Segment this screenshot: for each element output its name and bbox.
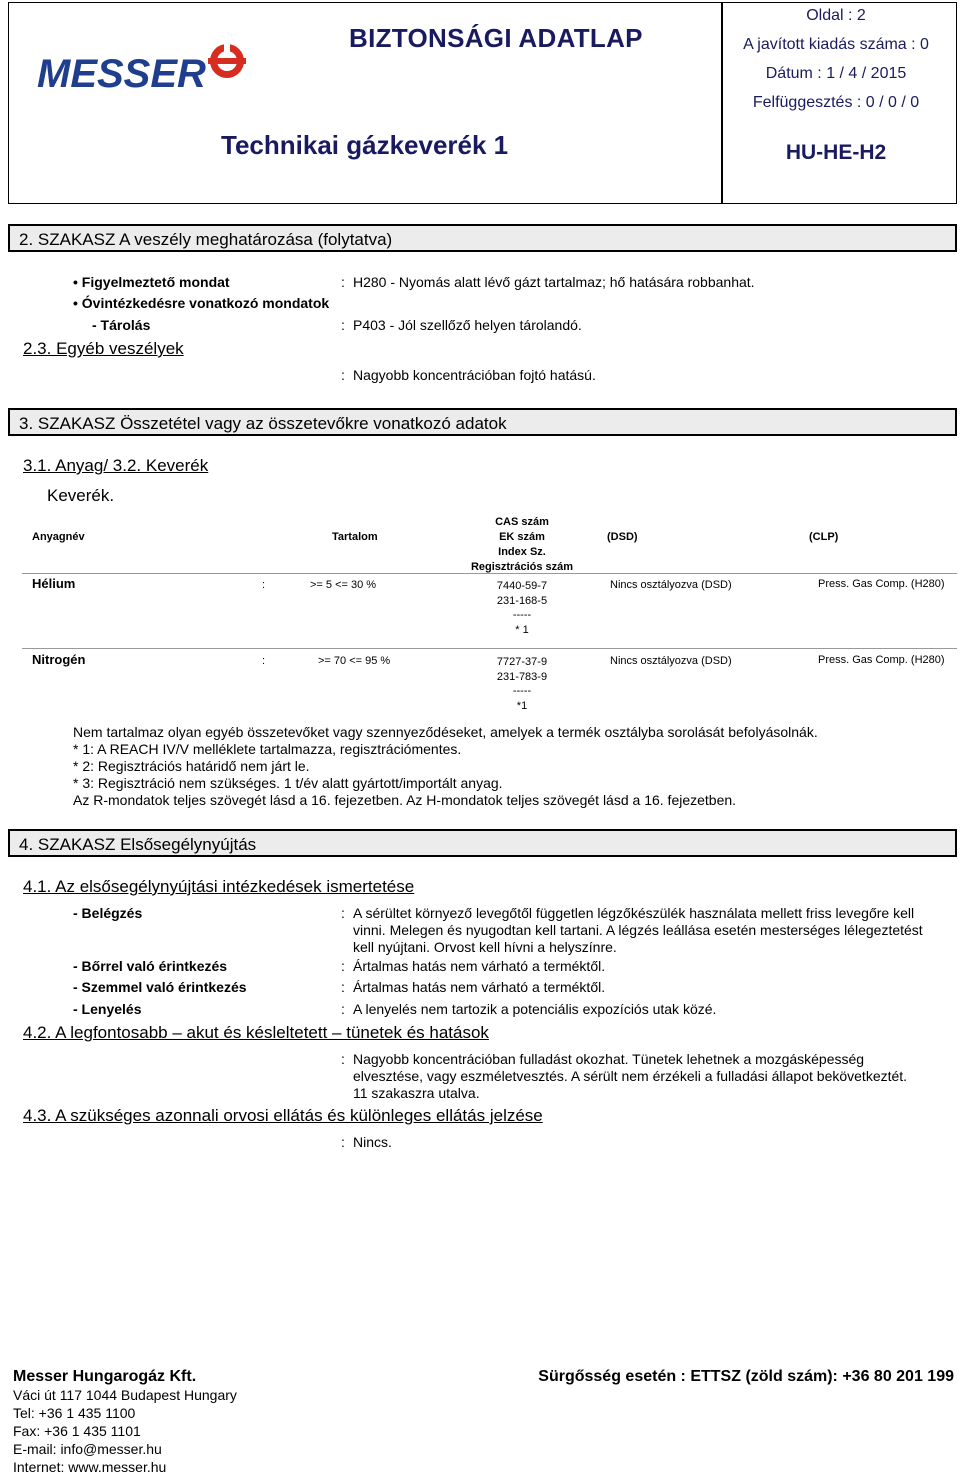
eye-contact-label: - Szemmel való érintkezés [73, 979, 247, 995]
other-hazards-value: Nagyobb koncentrációban fojtó hatású. [353, 367, 596, 383]
document-title: BIZTONSÁGI ADATLAP [349, 23, 643, 53]
composition-notes [73, 724, 818, 809]
cas-number: 7727-37-9 [496, 656, 548, 668]
revision-date: Dátum : 1 / 4 / 2015 [765, 65, 907, 82]
company-address: Váci út 117 1044 Budapest Hungary [13, 1387, 237, 1403]
col-header-clp: (CLP) [809, 531, 839, 543]
identifiers [452, 655, 592, 713]
medical-attention-text: Nincs. [353, 1134, 392, 1150]
ingestion-text: A lenyelés nem tartozik a potenciális expozíciós utak közé. [353, 1001, 717, 1017]
text-line: 11 szakaszra utalva. [353, 1085, 480, 1101]
text-line: elvesztése, vagy eszméletvesztés. A sérült nem érzékeli a fulladási állapot bekövetkeztét. [353, 1068, 908, 1084]
skin-contact-label: - Bőrrel való érintkezés [73, 958, 228, 974]
note-line: * 1: A REACH IV/V melléklete tartalmazza, regisztrációmentes. [73, 741, 462, 757]
col-header-name: Anyagnév [32, 531, 85, 543]
product-name: Technikai gázkeverék 1 [221, 130, 509, 160]
content-range: >= 70 <= 95 % [318, 655, 391, 667]
colon: : [341, 958, 345, 974]
note-line: Nem tartalmaz olyan egyéb összetevőket vagy szennyeződéseket, amelyek a termék osztályba sorolását befolyásolnák. [73, 724, 818, 740]
emergency-phone: Sürgősség esetén : ETTSZ (zöld szám): +36 80 201 199 [538, 1368, 954, 1385]
company-name: Messer Hungarogáz Kft. [13, 1368, 197, 1385]
supersedes: Felfüggesztés : 0 / 0 / 0 [752, 94, 920, 111]
note-line: * 3: Regisztráció nem szükséges. 1 t/év alatt gyártott/importált anyag. [73, 775, 503, 791]
col-header-cas: CAS szám [495, 516, 549, 528]
colon: : [341, 1051, 345, 1067]
mixture-label: Keverék. [47, 486, 115, 505]
col-header-reg: Regisztrációs szám [470, 561, 574, 573]
table-divider [22, 573, 957, 574]
index-number: ----- [512, 685, 532, 697]
note-line: Az R-mondatok teljes szövegét lásd a 16. fejezetben. Az H-mondatok teljes szövegét lásd a 16. fejezetben. [73, 792, 737, 808]
company-email[interactable]: E-mail: info@messer.hu [13, 1441, 162, 1457]
company-phone: Tel: +36 1 435 1100 [13, 1405, 136, 1421]
text-line: A sérültet környező levegőtől független légzőkészülék használata mellett friss levegőre kell [353, 905, 915, 921]
substance-name: Hélium [32, 576, 76, 591]
storage-label: - Tárolás [92, 317, 151, 333]
identifiers [452, 579, 592, 637]
eye-contact-text: Ártalmas hatás nem várható a terméktől. [353, 979, 606, 995]
section-3-title: 3. SZAKASZ Összetétel vagy az összetevőkre vonatkozó adatok [8, 408, 957, 436]
colon: : [341, 905, 345, 921]
footer-company-info [13, 1368, 237, 1476]
symptoms-text [353, 1051, 907, 1102]
signal-word-label: • Figyelmeztető mondat [73, 274, 230, 290]
section-2-title: 2. SZAKASZ A veszély meghatározása (folytatva) [8, 224, 957, 252]
dsd-classification: Nincs osztályozva (DSD) [610, 579, 732, 591]
ingestion-label: - Lenyelés [73, 1001, 142, 1017]
col-header-content: Tartalom [332, 531, 378, 543]
col-header-ids [452, 515, 592, 575]
clp-classification: Press. Gas Comp. (H280) [818, 578, 945, 590]
col-header-ec: EK szám [499, 531, 545, 543]
cas-number: 7440-59-7 [496, 580, 548, 592]
precaution-label: • Óvintézkedésre vonatkozó mondatok [73, 295, 330, 311]
colon: : [262, 579, 266, 591]
inhalation-label: - Belégzés [73, 905, 143, 921]
skin-contact-text: Ártalmas hatás nem várható a terméktől. [353, 958, 606, 974]
storage-statement: P403 - Jól szellőző helyen tárolandó. [353, 317, 582, 333]
colon: : [341, 317, 345, 333]
colon: : [341, 1001, 345, 1017]
first-aid-measures-heading: 4.1. Az elsősegélynyújtási intézkedések ismertetése [23, 877, 415, 896]
messer-logo [37, 41, 249, 93]
colon: : [341, 979, 345, 995]
colon: : [341, 367, 345, 383]
text-line: kell nyújtani. Orvost kell hívni a helyszínre. [353, 939, 617, 955]
ec-number: 231-168-5 [496, 594, 548, 607]
svg-text:MESSER: MESSER [37, 52, 206, 93]
col-header-index: Index Sz. [498, 546, 546, 558]
symptoms-heading: 4.2. A legfontosabb – akut és késleltetett – tünetek és hatások [23, 1023, 489, 1042]
registration-number: * 1 [515, 623, 529, 636]
text-line: vinni. Melegen és nyugodtan kell tartani. A légzés leállása esetén mesterséges lélegeztetést [353, 922, 923, 938]
clp-classification: Press. Gas Comp. (H280) [818, 654, 945, 666]
document-code: HU-HE-H2 [785, 141, 887, 164]
registration-number: *1 [516, 699, 528, 712]
company-website[interactable]: Internet: www.messer.hu [13, 1459, 167, 1475]
revision-number: A javított kiadás száma : 0 [743, 36, 929, 53]
substance-name: Nitrogén [32, 652, 86, 667]
header-box [8, 2, 957, 204]
dsd-classification: Nincs osztályozva (DSD) [610, 655, 732, 667]
signal-statement: H280 - Nyomás alatt lévő gázt tartalmaz; hő hatására robbanhat. [353, 274, 755, 290]
colon: : [341, 274, 345, 290]
inhalation-text [353, 905, 923, 956]
colon: : [341, 1134, 345, 1150]
index-number: ----- [512, 609, 532, 621]
note-line: * 2: Regisztrációs határidő nem járt le. [73, 758, 310, 774]
other-hazards-heading: 2.3. Egyéb veszélyek [23, 339, 184, 358]
colon: : [262, 655, 266, 667]
page-number: Oldal : 2 [806, 7, 866, 24]
section-4-title: 4. SZAKASZ Elsősegélynyújtás [8, 829, 957, 857]
content-range: >= 5 <= 30 % [310, 579, 377, 591]
logo-mark-icon [208, 42, 246, 78]
text-line: Nagyobb koncentrációban fulladást okozhat. Tünetek lehetnek a mozgásképesség [353, 1051, 865, 1067]
col-header-dsd: (DSD) [607, 531, 638, 543]
medical-attention-heading: 4.3. A szükséges azonnali orvosi ellátás és különleges ellátás jelzése [23, 1106, 543, 1125]
substance-mixture-heading: 3.1. Anyag/ 3.2. Keverék [23, 456, 209, 475]
ec-number: 231-783-9 [496, 670, 548, 683]
company-fax: Fax: +36 1 435 1101 [13, 1423, 141, 1439]
table-divider [22, 648, 957, 649]
